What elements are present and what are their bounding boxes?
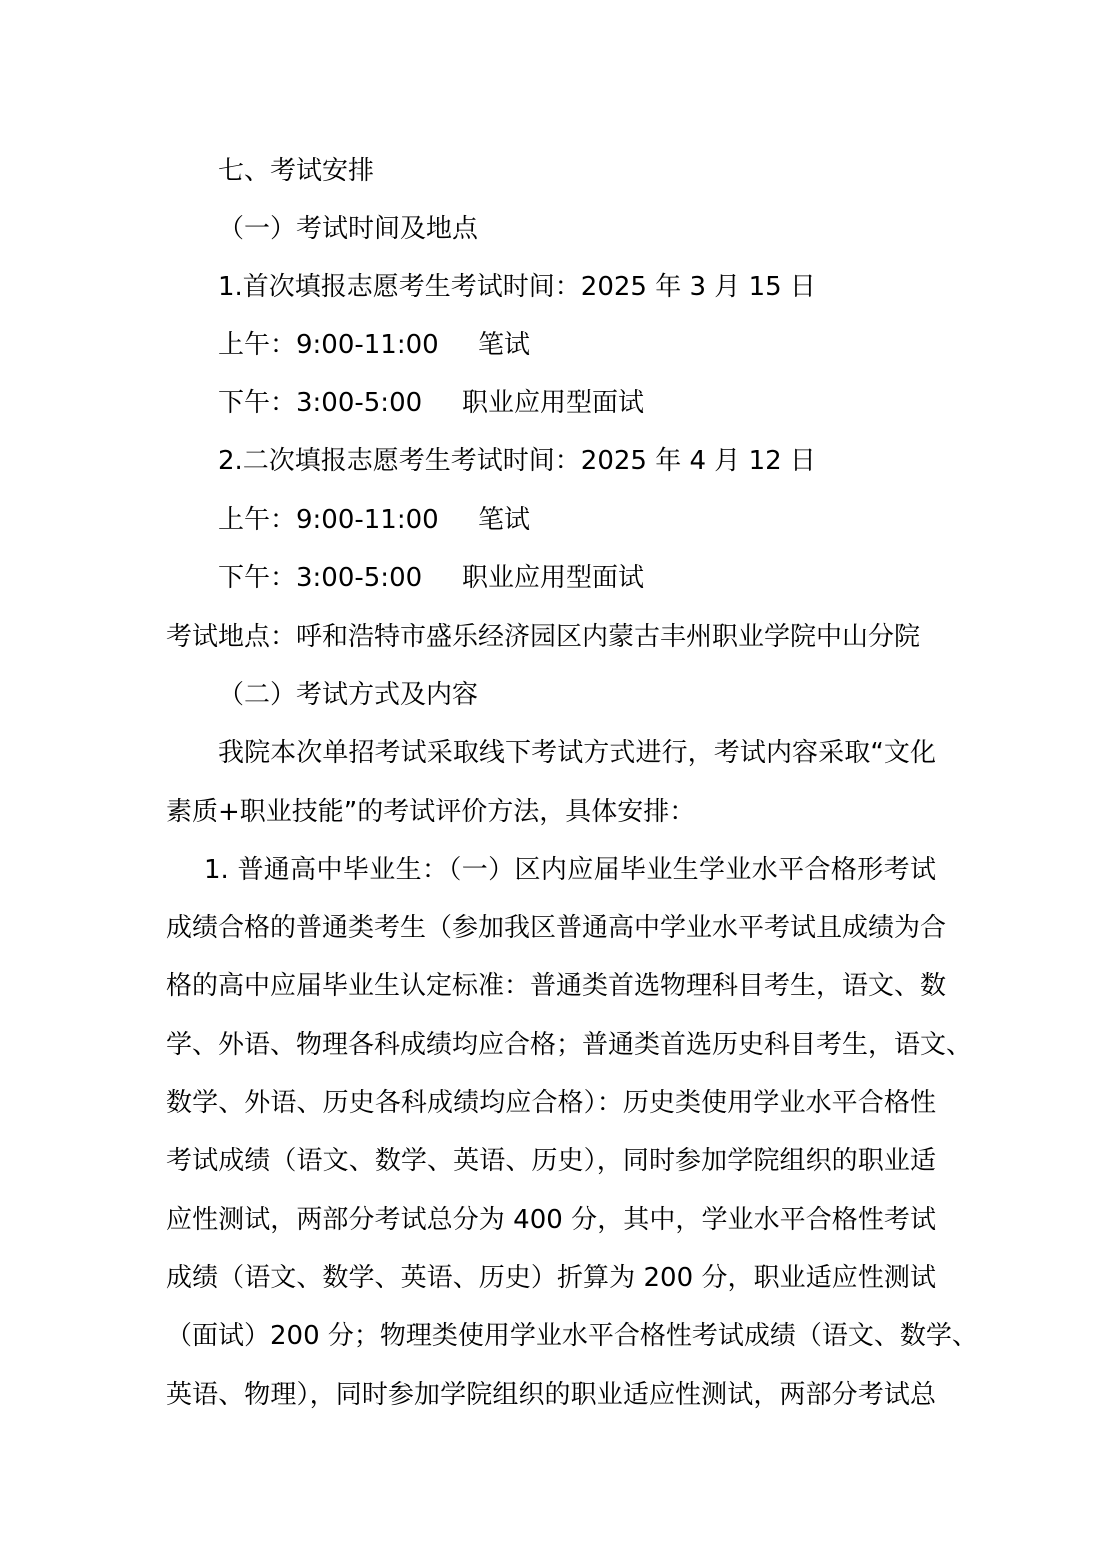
first-round-morning-subject: 笔试 <box>478 330 531 360</box>
second-round-morning-subject: 笔试 <box>478 505 531 535</box>
section-title: 七、考试安排 <box>218 156 375 186</box>
item1-line: 成绩合格的普通类考生（参加我区普通高中学业水平考试且成绩为合 <box>166 913 947 943</box>
first-round-afternoon-time: 下午：3:00-5:00 <box>218 388 423 418</box>
item1-line: （面试）200 分；物理类使用学业水平合格性考试成绩（语文、数学、 <box>166 1321 978 1351</box>
second-round-exam-time: 2.二次填报志愿考生考试时间：2025 年 4 月 12 日 <box>218 446 816 476</box>
first-round-morning-time: 上午：9:00-11:00 <box>218 330 439 360</box>
first-round-afternoon-subject: 职业应用型面试 <box>462 388 645 418</box>
subsection-title-time-location: （一）考试时间及地点 <box>218 214 479 244</box>
subsection-title-method-content: （二）考试方式及内容 <box>218 680 479 710</box>
item1-line: 1. 普通高中毕业生：（一）区内应届毕业生学业水平合格形考试 <box>204 855 936 885</box>
intro-line: 我院本次单招考试采取线下考试方式进行，考试内容采取“文化 <box>218 738 936 768</box>
item1-line: 考试成绩（语文、数学、英语、历史），同时参加学院组织的职业适 <box>166 1146 936 1176</box>
item1-line: 成绩（语文、数学、英语、历史）折算为 200 分，职业适应性测试 <box>166 1263 936 1293</box>
item1-line: 格的高中应届毕业生认定标准：普通类首选物理科目考生，语文、数 <box>166 971 947 1001</box>
second-round-morning-time: 上午：9:00-11:00 <box>218 505 439 535</box>
exam-location: 考试地点：呼和浩特市盛乐经济园区内蒙古丰州职业学院中山分院 <box>166 622 921 652</box>
item1-line: 学、外语、物理各科成绩均应合格；普通类首选历史科目考生，语文、 <box>166 1030 973 1060</box>
first-round-exam-time: 1.首次填报志愿考生考试时间：2025 年 3 月 15 日 <box>218 272 816 302</box>
item1-line: 应性测试，两部分考试总分为 400 分，其中，学业水平合格性考试 <box>166 1205 936 1235</box>
item1-line: 英语、物理），同时参加学院组织的职业适应性测试，两部分考试总 <box>166 1380 936 1410</box>
second-round-afternoon-subject: 职业应用型面试 <box>462 563 645 593</box>
second-round-afternoon-time: 下午：3:00-5:00 <box>218 563 423 593</box>
intro-line: 素质+职业技能”的考试评价方法，具体安排： <box>166 797 696 827</box>
item1-line: 数学、外语、历史各科成绩均应合格）：历史类使用学业水平合格性 <box>166 1088 936 1118</box>
